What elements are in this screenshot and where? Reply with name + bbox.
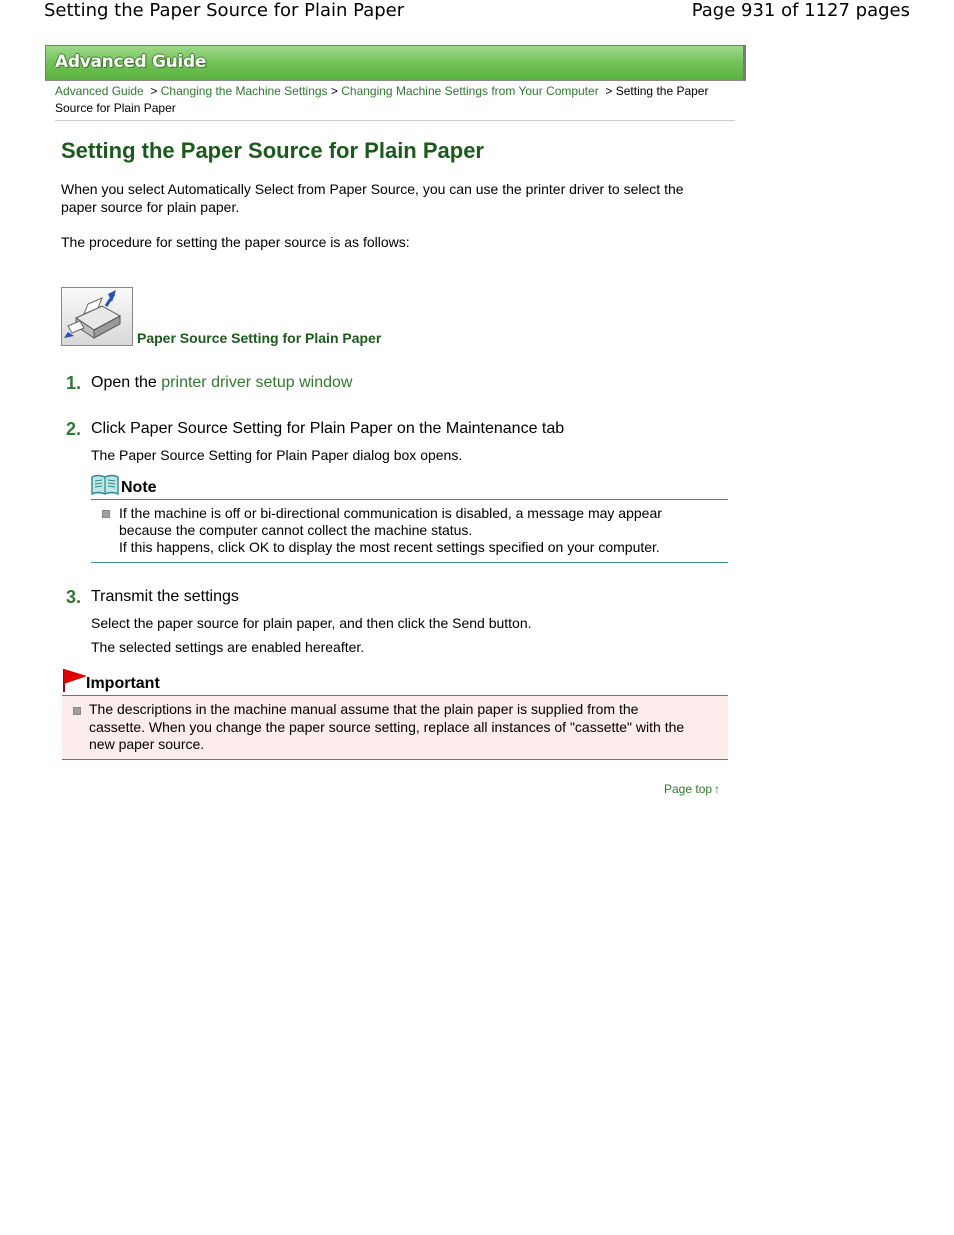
intro-line: paper source for plain paper. [61, 199, 240, 215]
important-box [62, 668, 728, 760]
breadcrumb [55, 83, 735, 117]
important-line: new paper source. [89, 736, 205, 752]
page-header [0, 0, 954, 30]
bullet-icon [73, 707, 81, 715]
note-divider [91, 499, 728, 500]
intro-line: When you select Automatically Select from Paper Source, you can use the printer driver to select the [61, 181, 684, 197]
note-divider [91, 562, 728, 563]
step-number: 3. [66, 587, 82, 607]
header-title: Setting the Paper Source for Plain Paper [44, 0, 405, 21]
breadcrumb-link-advanced-guide[interactable]: Advanced Guide [55, 84, 144, 98]
note-line: because the computer cannot collect the machine status. [119, 522, 473, 538]
breadcrumb-link-changing-machine-settings[interactable]: Changing the Machine Settings [160, 84, 328, 98]
breadcrumb-link-from-your-computer[interactable]: Changing Machine Settings from Your Computer [341, 84, 599, 98]
page-top-label: Page top [664, 782, 713, 796]
banner-label: Advanced Guide [55, 52, 207, 72]
note-line: If this happens, click OK to display the most recent settings specified on your computer. [119, 539, 660, 555]
note-line: If the machine is off or bi-directional communication is disabled, a message may appear [119, 505, 662, 521]
page-title: Setting the Paper Source for Plain Paper [61, 138, 484, 163]
important-line: The descriptions in the machine manual assume that the plain paper is supplied from the [89, 701, 639, 717]
bullet-icon [102, 510, 110, 518]
breadcrumb-current: Setting the Paper [615, 84, 709, 98]
breadcrumb-current-cont: Source for Plain Paper [55, 101, 176, 115]
important-body [62, 695, 728, 760]
step-2-detail: The Paper Source Setting for Plain Paper dialog box opens. [91, 447, 463, 463]
breadcrumb-divider [55, 120, 735, 121]
step-2-text: Click Paper Source Setting for Plain Paper on the Maintenance tab [91, 420, 565, 437]
red-flag-icon [62, 668, 88, 692]
page-top-link[interactable] [664, 782, 720, 796]
important-line: cassette. When you change the paper source setting, replace all instances of "cassette" with the [89, 718, 685, 735]
note-box [91, 474, 728, 562]
step-number: 2. [66, 419, 82, 439]
breadcrumb-separator: > [602, 84, 616, 98]
step-1-text [91, 374, 352, 392]
function-label: Paper Source Setting for Plain Paper [137, 330, 382, 346]
printer-driver-setup-link[interactable]: printer driver setup window [161, 374, 353, 391]
step-3-detail: The selected settings are enabled hereafter. [91, 639, 365, 655]
header-page-count: Page 931 of 1127 pages [691, 0, 910, 21]
step-number: 1. [66, 373, 82, 393]
intro-paragraph [61, 180, 721, 216]
note-label: Note [121, 479, 157, 496]
printer-paper-source-icon [61, 287, 133, 346]
advanced-guide-banner [45, 45, 746, 81]
step-3-detail: Select the paper source for plain paper, and then click the Send button. [91, 615, 532, 631]
important-label: Important [86, 675, 160, 692]
breadcrumb-separator: > [147, 84, 161, 98]
book-icon [91, 474, 119, 496]
note-text [119, 505, 719, 556]
procedure-intro: The procedure for setting the paper source is as follows: [61, 234, 410, 250]
up-arrow-icon: ↑ [714, 782, 721, 796]
step-1-prefix: Open the [91, 374, 162, 391]
breadcrumb-separator: > [330, 84, 342, 98]
important-text [89, 701, 709, 754]
step-3-text: Transmit the settings [91, 588, 239, 605]
